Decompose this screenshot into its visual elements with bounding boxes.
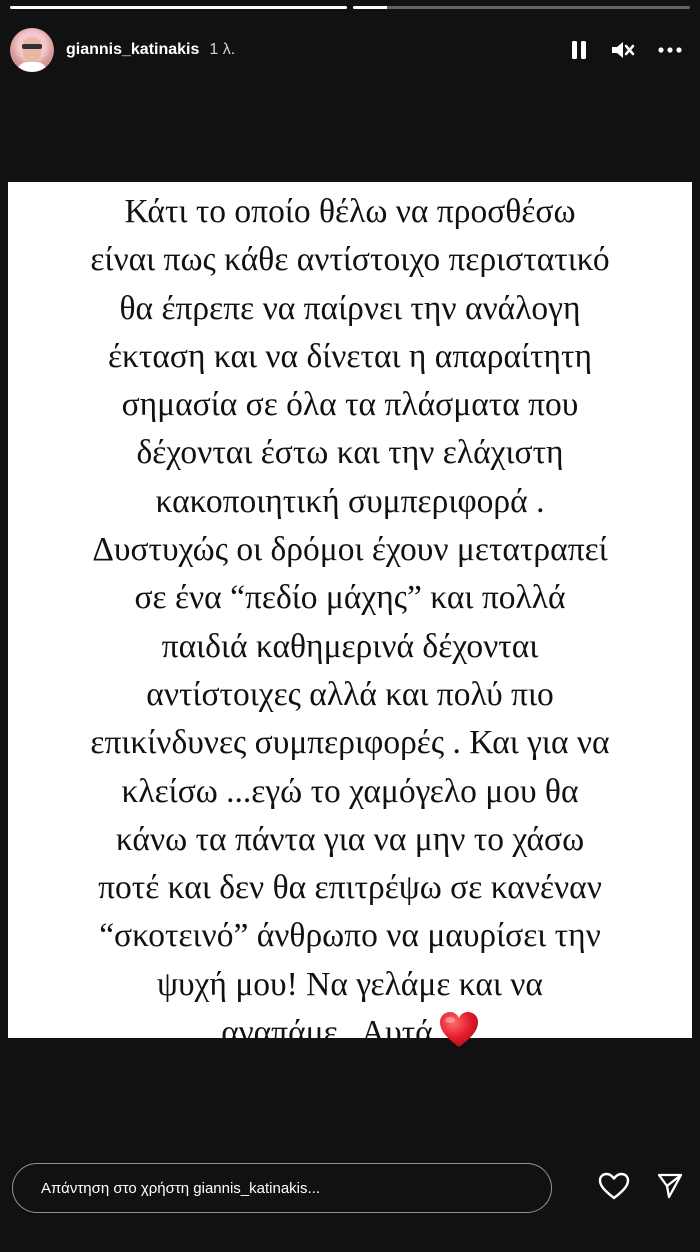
message-line-last [8,1009,692,1063]
story-header [10,24,682,76]
message-line: σημασία σε όλα τα πλάσματα που [121,386,579,424]
more-horizontal-icon[interactable] [658,46,682,54]
message-line: θα έπρεπε να παίρνει την ανάλογη [119,289,581,327]
reply-placeholder: Απάντηση στο χρήστη giannis_katinakis... [41,1179,321,1197]
story-controls [570,39,682,61]
message-line: Δυστυχώς οι δρόμοι έχουν μετατραπεί [92,531,608,569]
message-line: κάνω τα πάντα για να μην το χάσω [115,820,585,858]
username[interactable]: giannis_katinakis [66,41,200,58]
message-line: παιδιά καθημερινά δέχονται [161,627,539,665]
timestamp: 1 λ. [209,41,236,58]
story-text-card [8,182,692,1052]
message-line: έκταση και να δίνεται η απαραίτητη [107,337,593,375]
message-line: Κάτι το οποίο θέλω να προσθέσω [124,193,576,230]
story-footer [12,1162,688,1214]
pause-icon[interactable] [570,39,588,61]
progress-segment [10,6,347,9]
message-line: κακοποιητική συμπεριφορά . [155,482,545,520]
message-line: ποτέ και δεν θα επιτρέψω σε κανέναν [98,869,602,907]
story-message [8,182,692,1052]
message-line: ψυχή μου! Να γελάμε και να [157,965,543,1003]
avatar[interactable] [10,28,54,72]
progress-segment [353,6,690,9]
message-line: επικίνδυνες συμπεριφορές . Και για να [90,724,610,762]
heart-icon[interactable] [598,1172,630,1205]
message-line: αντίστοιχες αλλά και πολύ πιο [146,675,554,713]
speaker-muted-icon[interactable] [610,39,636,61]
story-progress-bar [10,6,690,9]
footer-actions [598,1172,688,1205]
message-line: σε ένα “πεδίο μάχης” και πολλά [134,579,566,617]
message-line: είναι πως κάθε αντίστοιχο περιστατικό [90,241,610,279]
message-line: κλείσω ...εγώ το χαμόγελο μου θα [121,772,579,810]
send-icon[interactable] [656,1172,684,1205]
message-last-text: αγαπάμε . Αυτά [221,1014,433,1052]
reply-input[interactable] [12,1163,552,1213]
red-heart-emoji [439,1011,479,1063]
message-line: δέχονται έστω και την ελάχιστη [136,434,564,472]
message-line: “σκοτεινό” άνθρωπο να μαυρίσει την [99,917,601,955]
